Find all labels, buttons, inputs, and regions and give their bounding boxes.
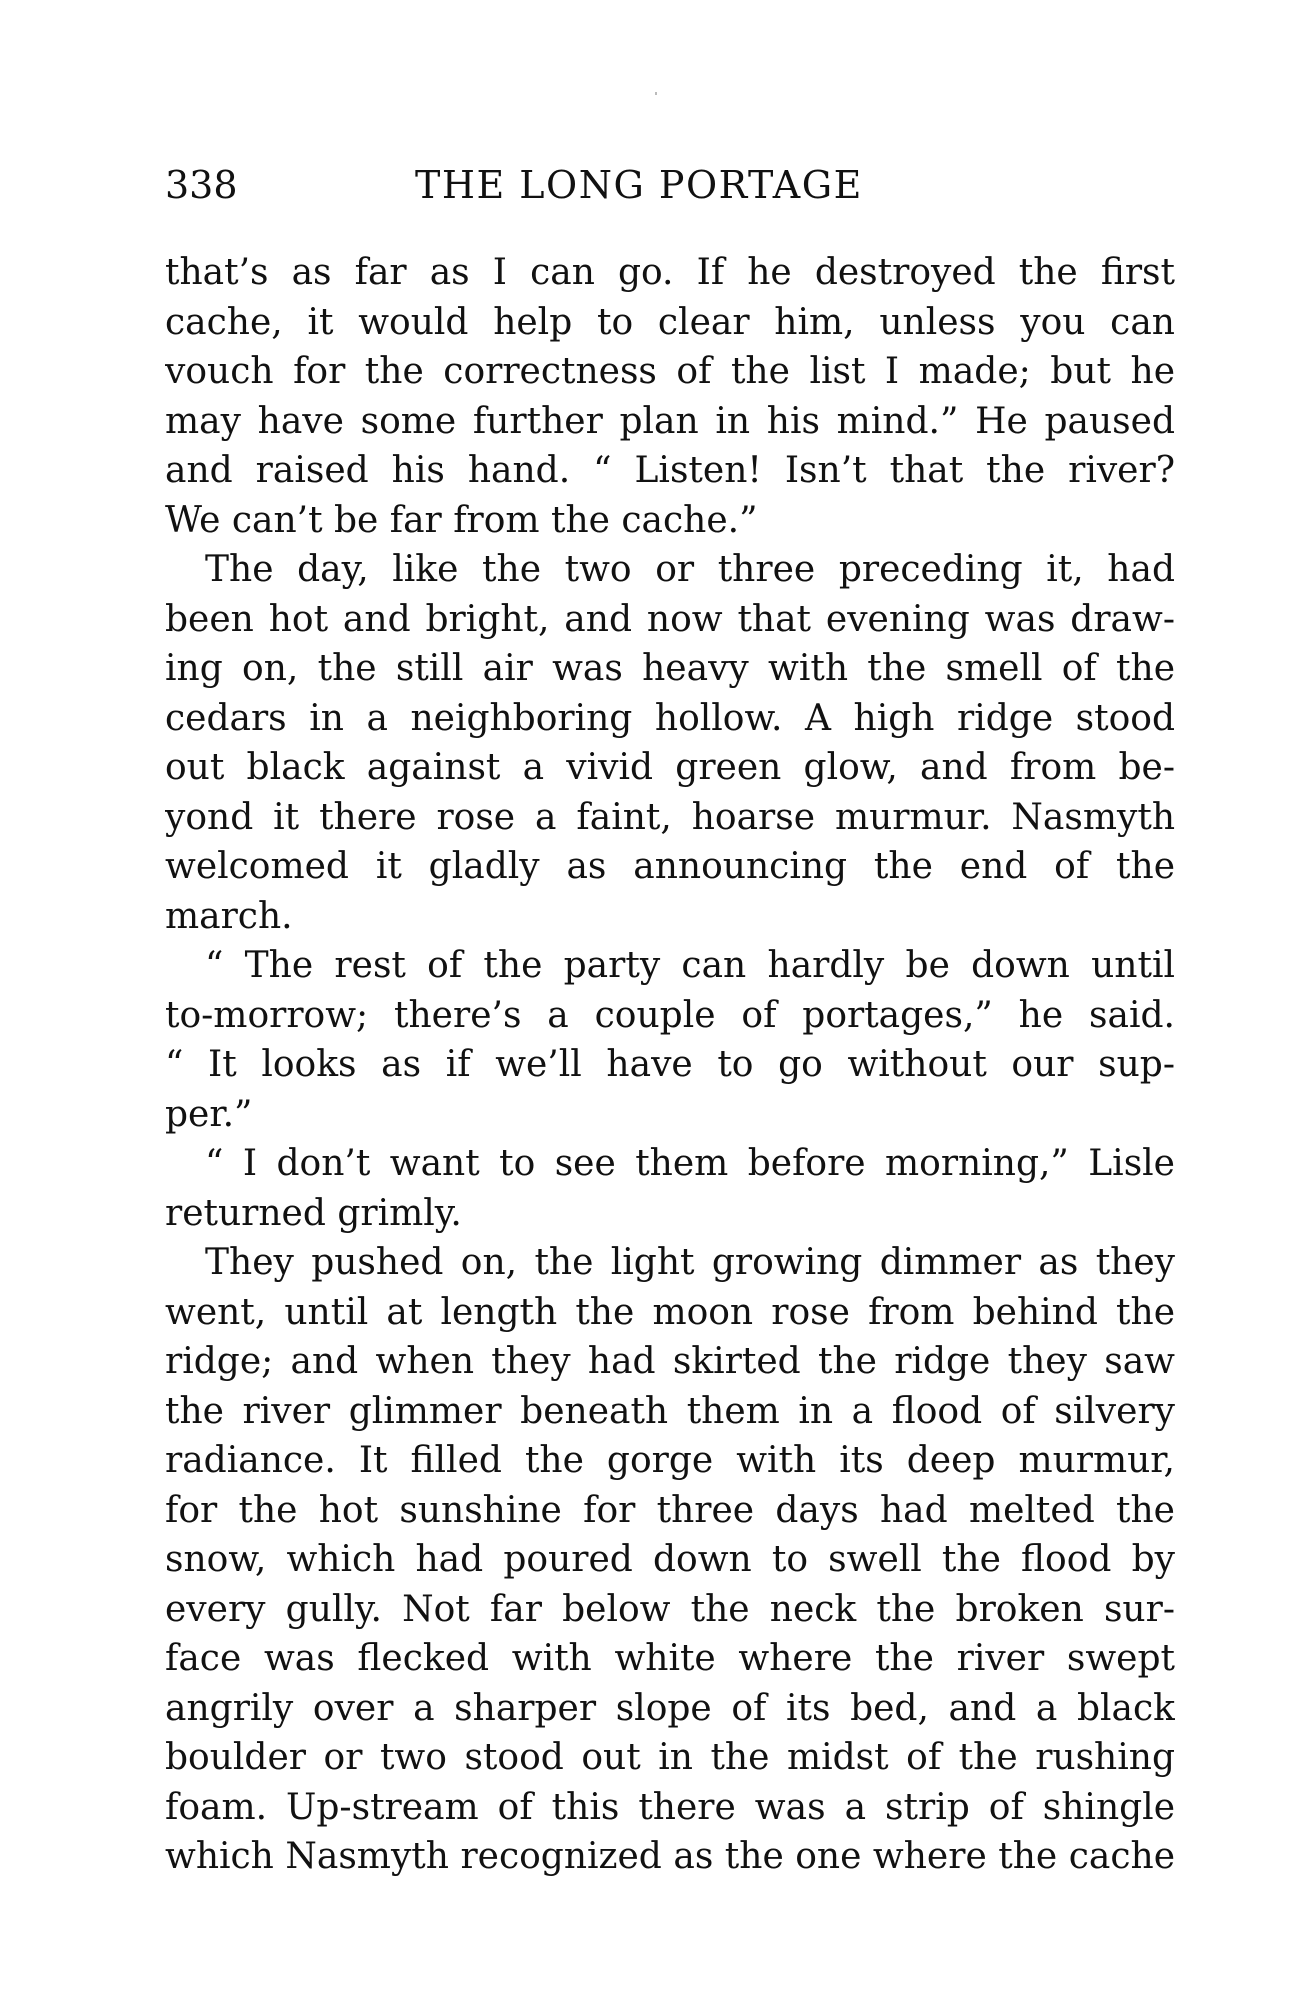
text-line: for the hot sunshine for three days had melted the [165,1489,1175,1531]
text-line: went, until at length the moon rose from behind the [165,1291,1175,1333]
running-title: THE LONG PORTAGE [415,163,863,207]
text-line: cedars in a neighboring hollow. A high ridge stood [165,697,1175,739]
page-number: 338 [165,163,238,207]
text-line: and raised his hand. “ Listen! Isn’t that the river? [165,450,1175,491]
text-line: “ It looks as if we’ll have to go without our sup- [165,1044,1175,1085]
text-line: march. [165,895,293,937]
text-line: vouch for the correctness of the list I made; but he [165,351,1175,392]
text-line: per.” [165,1093,253,1135]
paragraph-start-line: The day, like the two or three preceding it, had [205,549,1175,590]
text-line: the river glimmer beneath them in a flood of silvery [165,1390,1175,1432]
print-speck [655,92,657,95]
text-line: to-morrow; there’s a couple of portages,” he said. [165,994,1175,1036]
text-line: every gully. Not far below the neck the broken sur- [165,1588,1175,1630]
text-line: radiance. It filled the gorge with its deep murmur, [165,1440,1175,1481]
text-line: We can’t be far from the cache.” [165,499,758,541]
text-line: yond it there rose a faint, hoarse murmur. Nasmyth [165,796,1175,838]
body-text [165,248,1175,1882]
paragraph-start-line: “ The rest of the party can hardly be down until [205,945,1175,986]
text-line: which Nasmyth recognized as the one where the cache [165,1836,1175,1877]
paragraph-start-line: They pushed on, the light growing dimmer as they [205,1242,1175,1283]
text-line: ridge; and when they had skirted the ridge they saw [165,1341,1175,1382]
paragraph-start-line: “ I don’t want to see them before morning,” Lisle [205,1143,1175,1184]
text-line: welcomed it gladly as announcing the end of the [165,846,1175,887]
text-line: cache, it would help to clear him, unless you can [165,301,1175,343]
text-line: out black against a vivid green glow, and from be- [165,747,1175,788]
text-line: angrily over a sharper slope of its bed, and a black [165,1687,1175,1729]
text-line: boulder or two stood out in the midst of the rushing [165,1737,1175,1778]
text-line: been hot and bright, and now that evening was draw- [165,598,1175,640]
text-line: ing on, the still air was heavy with the smell of the [165,648,1175,689]
text-line: may have some further plan in his mind.” He paused [165,400,1175,442]
text-line: foam. Up-stream of this there was a strip of shingle [165,1786,1175,1828]
text-line: face was flecked with white where the river swept [165,1638,1175,1679]
page-header [165,155,1165,215]
text-line: returned grimly. [165,1192,462,1234]
text-line: that’s as far as I can go. If he destroyed the first [165,252,1175,293]
text-line: snow, which had poured down to swell the flood by [165,1539,1175,1580]
